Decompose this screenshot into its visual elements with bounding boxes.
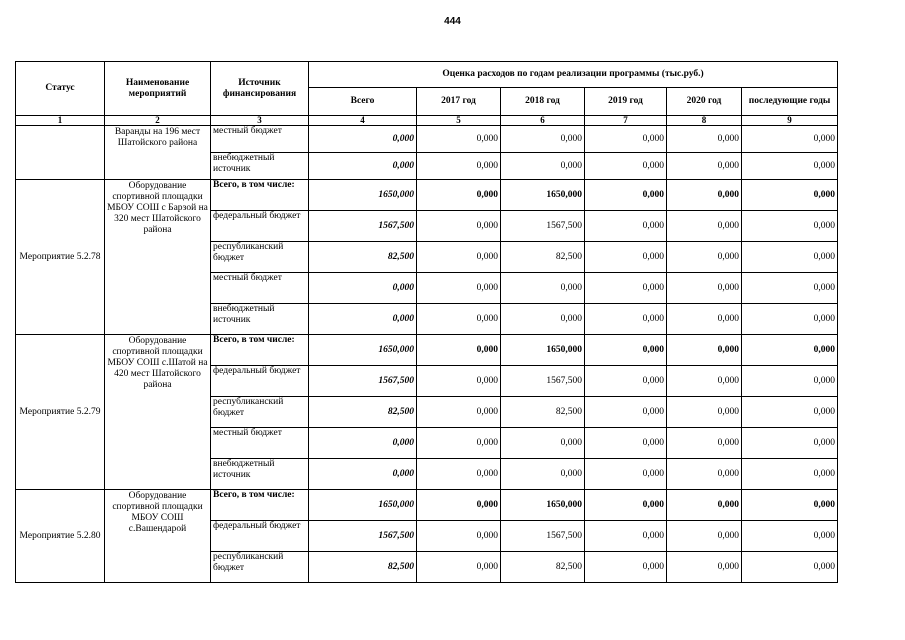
source-cell: федеральный бюджет <box>211 211 309 242</box>
table-row <box>16 180 838 211</box>
column-index-cell: 1 <box>16 116 105 126</box>
y2020-cell: 0,000 <box>667 552 742 583</box>
y2020-cell: 0,000 <box>667 273 742 304</box>
header-estimate: Оценка расходов по годам реализации программы (тыс.руб.) <box>309 62 838 88</box>
total-cell: 1650,000 <box>309 335 417 366</box>
later-cell: 0,000 <box>742 521 838 552</box>
y2017-cell: 0,000 <box>417 242 501 273</box>
y2019-cell: 0,000 <box>585 211 667 242</box>
table-row <box>16 335 838 366</box>
column-index-cell: 5 <box>417 116 501 126</box>
y2020-cell: 0,000 <box>667 211 742 242</box>
column-index-row <box>16 116 838 126</box>
source-cell: федеральный бюджет <box>211 366 309 397</box>
y2018-cell: 0,000 <box>501 153 585 180</box>
y2018-cell: 82,500 <box>501 397 585 428</box>
later-cell: 0,000 <box>742 366 838 397</box>
y2018-cell: 0,000 <box>501 428 585 459</box>
y2020-cell: 0,000 <box>667 304 742 335</box>
header-2020: 2020 год <box>667 88 742 116</box>
expense-table <box>15 61 838 583</box>
y2019-cell: 0,000 <box>585 335 667 366</box>
y2019-cell: 0,000 <box>585 428 667 459</box>
y2017-cell: 0,000 <box>417 335 501 366</box>
total-cell: 0,000 <box>309 273 417 304</box>
y2017-cell: 0,000 <box>417 490 501 521</box>
y2018-cell: 1567,500 <box>501 366 585 397</box>
y2020-cell: 0,000 <box>667 397 742 428</box>
later-cell: 0,000 <box>742 273 838 304</box>
total-cell: 0,000 <box>309 126 417 153</box>
later-cell: 0,000 <box>742 304 838 335</box>
y2019-cell: 0,000 <box>585 153 667 180</box>
source-cell: внебюджетный источник <box>211 459 309 490</box>
source-cell: федеральный бюджет <box>211 521 309 552</box>
source-cell: Всего, в том числе: <box>211 180 309 211</box>
y2020-cell: 0,000 <box>667 126 742 153</box>
y2020-cell: 0,000 <box>667 428 742 459</box>
y2018-cell: 82,500 <box>501 552 585 583</box>
y2018-cell: 1650,000 <box>501 490 585 521</box>
column-index-cell: 8 <box>667 116 742 126</box>
status-cell: Мероприятие 5.2.80 <box>16 490 105 583</box>
y2019-cell: 0,000 <box>585 490 667 521</box>
y2018-cell: 82,500 <box>501 242 585 273</box>
y2018-cell: 1650,000 <box>501 180 585 211</box>
total-cell: 1567,500 <box>309 211 417 242</box>
y2020-cell: 0,000 <box>667 521 742 552</box>
y2019-cell: 0,000 <box>585 397 667 428</box>
later-cell: 0,000 <box>742 552 838 583</box>
later-cell: 0,000 <box>742 335 838 366</box>
y2020-cell: 0,000 <box>667 242 742 273</box>
table-row <box>16 126 838 153</box>
y2020-cell: 0,000 <box>667 335 742 366</box>
source-cell: Всего, в том числе: <box>211 335 309 366</box>
y2020-cell: 0,000 <box>667 180 742 211</box>
page-number: 444 <box>444 16 461 27</box>
y2017-cell: 0,000 <box>417 153 501 180</box>
y2020-cell: 0,000 <box>667 153 742 180</box>
source-cell: внебюджетный источник <box>211 153 309 180</box>
column-index-cell: 7 <box>585 116 667 126</box>
later-cell: 0,000 <box>742 126 838 153</box>
later-cell: 0,000 <box>742 459 838 490</box>
column-index-cell: 3 <box>211 116 309 126</box>
y2019-cell: 0,000 <box>585 180 667 211</box>
column-index-cell: 4 <box>309 116 417 126</box>
y2019-cell: 0,000 <box>585 521 667 552</box>
later-cell: 0,000 <box>742 153 838 180</box>
y2017-cell: 0,000 <box>417 552 501 583</box>
y2018-cell: 1650,000 <box>501 335 585 366</box>
y2020-cell: 0,000 <box>667 459 742 490</box>
column-index-cell: 9 <box>742 116 838 126</box>
header-status: Статус <box>16 62 105 116</box>
y2017-cell: 0,000 <box>417 273 501 304</box>
measure-name-cell: Оборудование спортивной площадки МБОУ СОШ с.Вашендарой <box>105 490 211 583</box>
y2019-cell: 0,000 <box>585 552 667 583</box>
total-cell: 82,500 <box>309 242 417 273</box>
y2019-cell: 0,000 <box>585 242 667 273</box>
total-cell: 1650,000 <box>309 490 417 521</box>
later-cell: 0,000 <box>742 397 838 428</box>
y2018-cell: 0,000 <box>501 126 585 153</box>
y2018-cell: 1567,500 <box>501 521 585 552</box>
header-total: Всего <box>309 88 417 116</box>
y2017-cell: 0,000 <box>417 397 501 428</box>
source-cell: внебюджетный источник <box>211 304 309 335</box>
source-cell: республиканский бюджет <box>211 552 309 583</box>
y2017-cell: 0,000 <box>417 304 501 335</box>
y2018-cell: 1567,500 <box>501 211 585 242</box>
header-later: последующие годы <box>742 88 838 116</box>
y2020-cell: 0,000 <box>667 490 742 521</box>
header-2019: 2019 год <box>585 88 667 116</box>
later-cell: 0,000 <box>742 428 838 459</box>
total-cell: 1650,000 <box>309 180 417 211</box>
y2017-cell: 0,000 <box>417 126 501 153</box>
total-cell: 0,000 <box>309 428 417 459</box>
y2017-cell: 0,000 <box>417 211 501 242</box>
total-cell: 82,500 <box>309 552 417 583</box>
y2017-cell: 0,000 <box>417 459 501 490</box>
later-cell: 0,000 <box>742 490 838 521</box>
measure-name-cell: Оборудование спортивной площадки МБОУ СОШ с Барзой на 320 мест Шатойского района <box>105 180 211 335</box>
y2019-cell: 0,000 <box>585 273 667 304</box>
y2017-cell: 0,000 <box>417 180 501 211</box>
status-cell: Мероприятие 5.2.78 <box>16 180 105 335</box>
column-index-cell: 6 <box>501 116 585 126</box>
total-cell: 0,000 <box>309 153 417 180</box>
source-cell: республиканский бюджет <box>211 242 309 273</box>
y2019-cell: 0,000 <box>585 126 667 153</box>
y2017-cell: 0,000 <box>417 521 501 552</box>
source-cell: местный бюджет <box>211 126 309 153</box>
source-cell: Всего, в том числе: <box>211 490 309 521</box>
later-cell: 0,000 <box>742 242 838 273</box>
measure-name-cell: Оборудование спортивной площадки МБОУ СОШ с.Шатой на 420 мест Шатойского района <box>105 335 211 490</box>
source-cell: местный бюджет <box>211 273 309 304</box>
total-cell: 1567,500 <box>309 521 417 552</box>
y2018-cell: 0,000 <box>501 304 585 335</box>
measure-name-cell: Варанды на 196 мест Шатойского района <box>105 126 211 180</box>
total-cell: 82,500 <box>309 397 417 428</box>
column-index-cell: 2 <box>105 116 211 126</box>
y2020-cell: 0,000 <box>667 366 742 397</box>
header-name: Наименование мероприятий <box>105 62 211 116</box>
later-cell: 0,000 <box>742 180 838 211</box>
y2018-cell: 0,000 <box>501 459 585 490</box>
y2018-cell: 0,000 <box>501 273 585 304</box>
status-cell <box>16 126 105 180</box>
total-cell: 0,000 <box>309 304 417 335</box>
header-2017: 2017 год <box>417 88 501 116</box>
source-cell: местный бюджет <box>211 428 309 459</box>
y2019-cell: 0,000 <box>585 366 667 397</box>
header-2018: 2018 год <box>501 88 585 116</box>
total-cell: 0,000 <box>309 459 417 490</box>
status-cell: Мероприятие 5.2.79 <box>16 335 105 490</box>
source-cell: республиканский бюджет <box>211 397 309 428</box>
y2019-cell: 0,000 <box>585 304 667 335</box>
y2017-cell: 0,000 <box>417 366 501 397</box>
y2019-cell: 0,000 <box>585 459 667 490</box>
table-row <box>16 490 838 521</box>
header-source: Источник финансирования <box>211 62 309 116</box>
later-cell: 0,000 <box>742 211 838 242</box>
total-cell: 1567,500 <box>309 366 417 397</box>
y2017-cell: 0,000 <box>417 428 501 459</box>
